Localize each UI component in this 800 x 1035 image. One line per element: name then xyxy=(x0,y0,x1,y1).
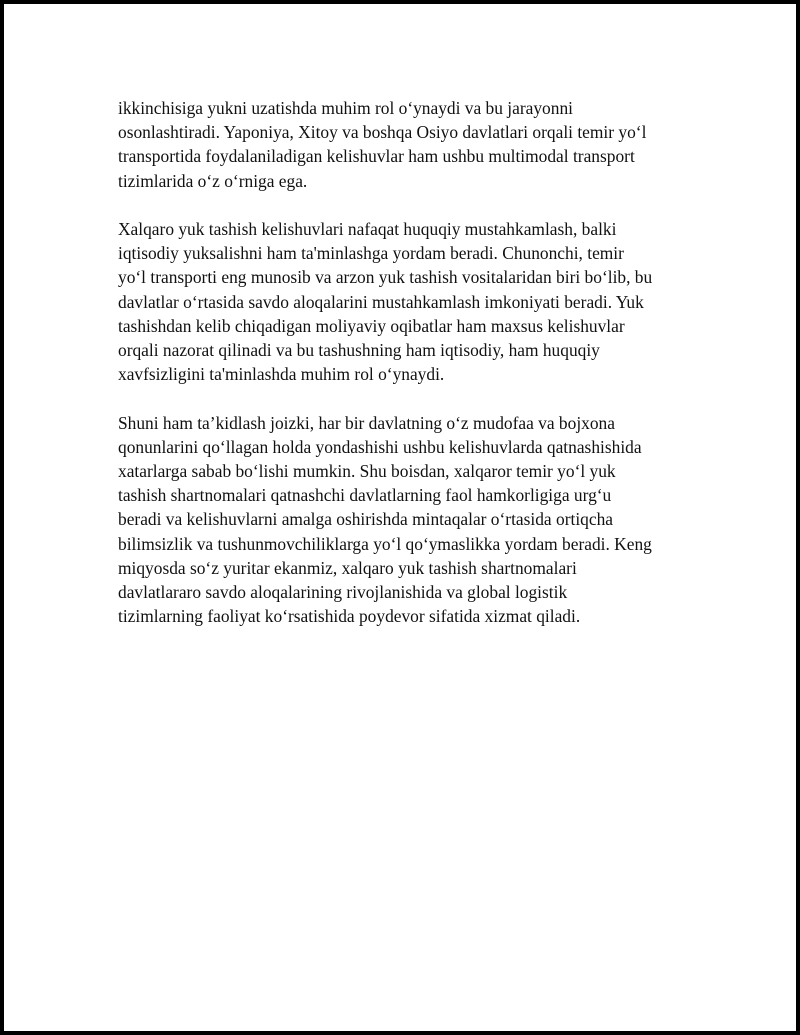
document-body xyxy=(118,96,698,653)
text-line: tashishdan kelib chiqadigan moliyaviy oqibatlar ham maxsus kelishuvlar xyxy=(118,315,625,336)
text-line: davlatlar o‘rtasida savdo aloqalarini mustahkamlash imkoniyati beradi. Yuk xyxy=(118,291,644,312)
text-line: qonunlarini qo‘llagan holda yondashishi ushbu kelishuvlarda qatnashishida xyxy=(118,436,642,457)
text-line: bilimsizlik va tushunmovchiliklarga yo‘l qo‘ymaslikka yordam beradi. Keng xyxy=(118,533,652,554)
text-line: miqyosda so‘z yuritar ekanmiz, xalqaro yuk tashish shartnomalari xyxy=(118,557,577,578)
text-line: Shuni ham ta’kidlash joizki, har bir davlatning o‘z mudofaa va bojxona xyxy=(118,412,615,433)
text-line: orqali nazorat qilinadi va bu tashushning ham iqtisodiy, ham huquqiy xyxy=(118,340,600,361)
paragraph-1 xyxy=(118,96,698,193)
text-line: iqtisodiy yuksalishni ham ta'minlashga yordam beradi. Chunonchi, temir xyxy=(118,243,624,264)
text-line: ikkinchisiga yukni uzatishda muhim rol o‘ynaydi va bu jarayonni xyxy=(118,98,573,118)
text-line: davlatlararo savdo aloqalarining rivojlanishida va global logistik xyxy=(118,582,568,603)
text-line: tizimlarning faoliyat ko‘rsatishida poydevor sifatida xizmat qiladi. xyxy=(118,606,581,627)
text-line: xavfsizligini ta'minlashda muhim rol o‘ynaydi. xyxy=(118,364,445,385)
text-line: tizimlarida o‘z o‘rniga ega. xyxy=(118,170,308,191)
text-line: beradi va kelishuvlarni amalga oshirishda mintaqalar o‘rtasida ortiqcha xyxy=(118,509,613,530)
text-line: xatarlarga sabab bo‘lishi mumkin. Shu boisdan, xalqaror temir yo‘l yuk xyxy=(118,461,616,482)
text-line: Xalqaro yuk tashish kelishuvlari nafaqat huquqiy mustahkamlash, balki xyxy=(118,219,617,239)
text-line: yo‘l transporti eng munosib va arzon yuk tashish vositalaridan biri bo‘lib, bu xyxy=(118,267,653,288)
paragraph-2 xyxy=(118,217,698,386)
text-line: tashish shartnomalari qatnashchi davlatlarning faol hamkorligiga urg‘u xyxy=(118,485,612,506)
paragraph-3 xyxy=(118,411,698,629)
text-line: transportida foydalaniladigan kelishuvlar ham ushbu multimodal transport xyxy=(118,146,635,167)
text-line: osonlashtiradi. Yaponiya, Xitoy va boshqa Osiyo davlatlari orqali temir yo‘l xyxy=(118,122,647,143)
